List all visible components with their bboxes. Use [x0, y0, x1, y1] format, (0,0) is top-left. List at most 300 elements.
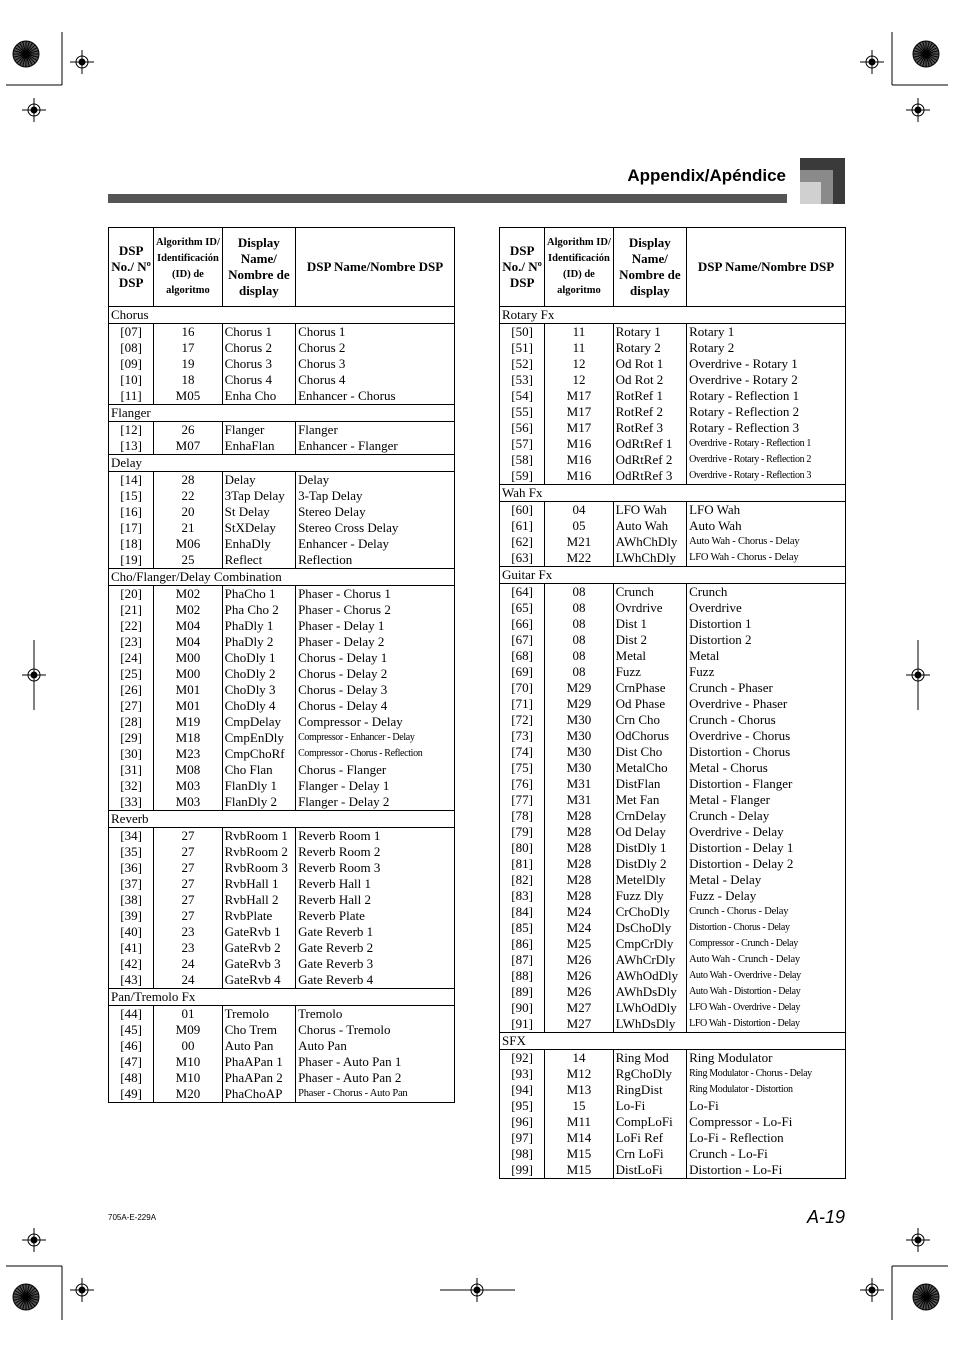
display-name: OdRtRef 1 — [613, 436, 686, 452]
table-row — [109, 472, 455, 489]
table-row — [500, 888, 846, 904]
algorithm-id: M01 — [154, 682, 222, 698]
dsp-name: Distortion - Delay 2 — [687, 856, 846, 872]
dsp-table-right — [499, 227, 846, 1179]
dsp-number: [81] — [500, 856, 545, 872]
table-row — [500, 600, 846, 616]
table-row — [109, 892, 455, 908]
dsp-name: Gate Reverb 4 — [296, 972, 455, 989]
algorithm-id: 15 — [545, 1098, 613, 1114]
registration-target — [28, 669, 40, 681]
dsp-number: [57] — [500, 436, 545, 452]
dsp-name: Overdrive - Rotary 2 — [687, 372, 846, 388]
dsp-name: Overdrive - Delay — [687, 824, 846, 840]
algorithm-id: M12 — [545, 1066, 613, 1082]
dsp-number: [25] — [109, 666, 154, 682]
dsp-number: [41] — [109, 940, 154, 956]
dsp-name: Compressor - Enhancer - Delay — [296, 730, 455, 746]
table-row — [500, 968, 846, 984]
crop-line — [926, 48, 937, 55]
table-row — [109, 372, 455, 388]
display-name: CrnPhase — [613, 680, 686, 696]
table-row — [500, 502, 846, 519]
dsp-name: Compressor - Crunch - Delay — [687, 936, 846, 952]
table-row — [500, 468, 846, 485]
crop-line — [915, 1297, 926, 1304]
dsp-name: Ring Modulator - Chorus - Delay — [687, 1066, 846, 1082]
dsp-name: LFO Wah - Overdrive - Delay — [687, 1000, 846, 1016]
display-name: GateRvb 3 — [222, 956, 295, 972]
color-wheel — [13, 41, 39, 67]
table-row — [109, 340, 455, 356]
dsp-number: [46] — [109, 1038, 154, 1054]
dsp-name: Phaser - Delay 2 — [296, 634, 455, 650]
registration-dot — [31, 107, 37, 113]
dsp-number: [94] — [500, 1082, 545, 1098]
dsp-number: [53] — [500, 372, 545, 388]
dsp-name: Distortion - Delay 1 — [687, 840, 846, 856]
dsp-name: Overdrive - Chorus — [687, 728, 846, 744]
crop-line — [926, 54, 935, 63]
crop-line — [26, 54, 35, 63]
display-name: Met Fan — [613, 792, 686, 808]
dsp-name: 3-Tap Delay — [296, 488, 455, 504]
display-name: 3Tap Delay — [222, 488, 295, 504]
algorithm-id: 22 — [154, 488, 222, 504]
display-name: Rotary 1 — [613, 324, 686, 341]
dsp-name: Metal — [687, 648, 846, 664]
algorithm-id: M00 — [154, 666, 222, 682]
table-row — [109, 388, 455, 405]
display-name: Tremolo — [222, 1006, 295, 1023]
group-row — [109, 989, 455, 1006]
crop-line — [913, 1294, 926, 1297]
registration-target — [866, 1284, 878, 1296]
dsp-number: [76] — [500, 776, 545, 792]
algorithm-id: M26 — [545, 952, 613, 968]
algorithm-id: 08 — [545, 600, 613, 616]
dsp-number: [31] — [109, 762, 154, 778]
crop-line — [923, 41, 926, 54]
dsp-number: [62] — [500, 534, 545, 550]
display-name: ChoDly 3 — [222, 682, 295, 698]
display-name: GateRvb 1 — [222, 924, 295, 940]
crop-line — [17, 1297, 26, 1306]
crop-line — [926, 1297, 937, 1304]
crop-line — [26, 1297, 29, 1310]
crop-line — [13, 1294, 26, 1297]
crop-line — [26, 1294, 39, 1297]
algorithm-id: M16 — [545, 468, 613, 485]
dsp-name: Rotary - Reflection 2 — [687, 404, 846, 420]
crop-line — [913, 51, 926, 54]
registration-target — [28, 104, 40, 116]
table-row — [500, 920, 846, 936]
dsp-number: [67] — [500, 632, 545, 648]
dsp-name: Chorus - Delay 3 — [296, 682, 455, 698]
dsp-number: [20] — [109, 586, 154, 603]
dsp-name: Stereo Delay — [296, 504, 455, 520]
crop-line — [920, 1286, 927, 1297]
group-title: Cho/Flanger/Delay Combination — [109, 569, 455, 586]
dsp-name: Enhancer - Chorus — [296, 388, 455, 405]
algorithm-id: 08 — [545, 648, 613, 664]
display-name: AWhCrDly — [613, 952, 686, 968]
algorithm-id: 17 — [154, 340, 222, 356]
dsp-number: [79] — [500, 824, 545, 840]
dsp-number: [60] — [500, 502, 545, 519]
group-row — [109, 569, 455, 586]
algorithm-id: M21 — [545, 534, 613, 550]
dsp-name: Ring Modulator — [687, 1050, 846, 1067]
dsp-name: Overdrive - Rotary 1 — [687, 356, 846, 372]
display-name: LWhOdDly — [613, 1000, 686, 1016]
col-header-algorithm-id: Algorithm ID/ Identificación (ID) de algoritmo — [545, 228, 613, 307]
table-row — [109, 698, 455, 714]
group-row — [109, 455, 455, 472]
crop-line — [26, 54, 39, 57]
table-row — [109, 682, 455, 698]
table-row — [500, 824, 846, 840]
dsp-name: Crunch - Chorus — [687, 712, 846, 728]
dsp-name: Rotary - Reflection 1 — [687, 388, 846, 404]
display-name: Auto Pan — [222, 1038, 295, 1054]
crop-line — [915, 1291, 926, 1298]
dsp-number: [40] — [109, 924, 154, 940]
dsp-number: [65] — [500, 600, 545, 616]
dsp-number: [16] — [109, 504, 154, 520]
crop-line — [915, 54, 926, 61]
display-name: Pha Cho 2 — [222, 602, 295, 618]
registration-dot — [474, 1287, 480, 1293]
table-row — [500, 632, 846, 648]
table-row — [109, 650, 455, 666]
dsp-name: Overdrive - Rotary - Reflection 1 — [687, 436, 846, 452]
algorithm-id: M14 — [545, 1130, 613, 1146]
crop-line — [26, 41, 29, 54]
algorithm-id: M02 — [154, 586, 222, 603]
registration-dot — [915, 1237, 921, 1243]
algorithm-id: 08 — [545, 584, 613, 601]
crop-line — [17, 45, 26, 54]
algorithm-id: M05 — [154, 388, 222, 405]
algorithm-id: 08 — [545, 616, 613, 632]
table-row — [109, 422, 455, 439]
dsp-name: Chorus 4 — [296, 372, 455, 388]
algorithm-id: M11 — [545, 1114, 613, 1130]
col-header-algorithm-id: Algorithm ID/ Identificación (ID) de algoritmo — [154, 228, 222, 307]
algorithm-id: 24 — [154, 956, 222, 972]
table-row — [500, 616, 846, 632]
display-name: Ring Mod — [613, 1050, 686, 1067]
dsp-name: Phaser - Chorus 2 — [296, 602, 455, 618]
dsp-number: [84] — [500, 904, 545, 920]
algorithm-id: M09 — [154, 1022, 222, 1038]
header-rule — [108, 194, 787, 203]
crop-line — [926, 1297, 929, 1310]
table-row — [109, 828, 455, 845]
dsp-name: Chorus - Delay 4 — [296, 698, 455, 714]
group-title: SFX — [500, 1033, 846, 1050]
table-row — [500, 712, 846, 728]
display-name: Cho Trem — [222, 1022, 295, 1038]
table-row — [500, 518, 846, 534]
dsp-name: Phaser - Auto Pan 2 — [296, 1070, 455, 1086]
table-row — [500, 744, 846, 760]
registration-dot — [915, 107, 921, 113]
dsp-number: [83] — [500, 888, 545, 904]
dsp-number: [61] — [500, 518, 545, 534]
display-name: RotRef 2 — [613, 404, 686, 420]
display-name: PhaDly 1 — [222, 618, 295, 634]
algorithm-id: M00 — [154, 650, 222, 666]
table-row — [109, 618, 455, 634]
algorithm-id: M30 — [545, 712, 613, 728]
dsp-number: [17] — [109, 520, 154, 536]
display-name: LWhChDly — [613, 550, 686, 567]
table-row — [109, 746, 455, 762]
algorithm-id: 05 — [545, 518, 613, 534]
dsp-number: [29] — [109, 730, 154, 746]
table-row — [500, 388, 846, 404]
algorithm-id: 23 — [154, 924, 222, 940]
display-name: CrChoDly — [613, 904, 686, 920]
dsp-name: Chorus - Delay 2 — [296, 666, 455, 682]
algorithm-id: 19 — [154, 356, 222, 372]
algorithm-id: M28 — [545, 824, 613, 840]
algorithm-id: M18 — [154, 730, 222, 746]
table-row — [500, 534, 846, 550]
registration-dot — [79, 59, 85, 65]
display-name: Chorus 2 — [222, 340, 295, 356]
display-name: Dist 2 — [613, 632, 686, 648]
algorithm-id: M04 — [154, 618, 222, 634]
algorithm-id: M28 — [545, 840, 613, 856]
color-wheel — [913, 1284, 939, 1310]
registration-dot — [869, 1287, 875, 1293]
table-row — [109, 876, 455, 892]
dsp-name: Crunch - Delay — [687, 808, 846, 824]
dsp-number: [13] — [109, 438, 154, 455]
dsp-number: [77] — [500, 792, 545, 808]
table-row — [500, 936, 846, 952]
table-row — [500, 436, 846, 452]
group-row — [500, 567, 846, 584]
table-row — [109, 762, 455, 778]
group-row — [500, 1033, 846, 1050]
registration-dot — [79, 1287, 85, 1293]
crop-line — [923, 1297, 926, 1310]
dsp-number: [50] — [500, 324, 545, 341]
dsp-name: Gate Reverb 3 — [296, 956, 455, 972]
display-name: CompLoFi — [613, 1114, 686, 1130]
algorithm-id: 00 — [154, 1038, 222, 1054]
display-name: RvbRoom 2 — [222, 844, 295, 860]
registration-dot — [869, 59, 875, 65]
display-name: CrnDelay — [613, 808, 686, 824]
algorithm-id: 21 — [154, 520, 222, 536]
table-row — [500, 808, 846, 824]
display-name: Metal — [613, 648, 686, 664]
display-name: AWhChDly — [613, 534, 686, 550]
algorithm-id: M28 — [545, 872, 613, 888]
display-name: St Delay — [222, 504, 295, 520]
table-row — [500, 1082, 846, 1098]
algorithm-id: M27 — [545, 1000, 613, 1016]
dsp-number: [28] — [109, 714, 154, 730]
table-row — [500, 356, 846, 372]
registration-dot — [31, 672, 37, 678]
dsp-name: Ring Modulator - Distortion — [687, 1082, 846, 1098]
group-title: Delay — [109, 455, 455, 472]
algorithm-id: 01 — [154, 1006, 222, 1023]
registration-target — [471, 1284, 483, 1296]
dsp-name: Auto Wah - Distortion - Delay — [687, 984, 846, 1000]
display-name: AWhDsDly — [613, 984, 686, 1000]
dsp-name: Enhancer - Flanger — [296, 438, 455, 455]
crop-line — [926, 43, 933, 54]
crop-line — [926, 1291, 937, 1298]
display-name: LoFi Ref — [613, 1130, 686, 1146]
display-name: RvbHall 2 — [222, 892, 295, 908]
algorithm-id: M10 — [154, 1054, 222, 1070]
dsp-name: Chorus - Flanger — [296, 762, 455, 778]
dsp-name: Gate Reverb 2 — [296, 940, 455, 956]
dsp-number: [58] — [500, 452, 545, 468]
table-row — [500, 1146, 846, 1162]
dsp-number: [33] — [109, 794, 154, 811]
dsp-number: [19] — [109, 552, 154, 569]
dsp-number: [14] — [109, 472, 154, 489]
crop-line — [26, 1297, 39, 1300]
dsp-name: LFO Wah - Distortion - Delay — [687, 1016, 846, 1033]
algorithm-id: M17 — [545, 420, 613, 436]
table-row — [500, 324, 846, 341]
display-name: Flanger — [222, 422, 295, 439]
display-name: RvbHall 1 — [222, 876, 295, 892]
crop-line — [26, 1291, 37, 1298]
crop-line — [26, 1297, 37, 1304]
display-name: EnhaFlan — [222, 438, 295, 455]
algorithm-id: 27 — [154, 860, 222, 876]
dsp-name: Chorus - Tremolo — [296, 1022, 455, 1038]
table-row — [109, 730, 455, 746]
dsp-number: [98] — [500, 1146, 545, 1162]
group-row — [500, 307, 846, 324]
dsp-number: [97] — [500, 1130, 545, 1146]
display-name: CmpChoRf — [222, 746, 295, 762]
crop-line — [23, 1284, 26, 1297]
dsp-name: Rotary - Reflection 3 — [687, 420, 846, 436]
crop-line — [26, 1297, 35, 1306]
dsp-number: [73] — [500, 728, 545, 744]
display-name: Chorus 1 — [222, 324, 295, 341]
algorithm-id: 20 — [154, 504, 222, 520]
dsp-number: [23] — [109, 634, 154, 650]
display-name: PhaDly 2 — [222, 634, 295, 650]
display-name: Auto Wah — [613, 518, 686, 534]
algorithm-id: M28 — [545, 808, 613, 824]
algorithm-id: 14 — [545, 1050, 613, 1067]
algorithm-id: M17 — [545, 404, 613, 420]
display-name: OdChorus — [613, 728, 686, 744]
algorithm-id: 24 — [154, 972, 222, 989]
display-name: RgChoDly — [613, 1066, 686, 1082]
display-name: RotRef 1 — [613, 388, 686, 404]
crop-line — [926, 54, 929, 67]
algorithm-id: M20 — [154, 1086, 222, 1103]
color-wheel — [913, 41, 939, 67]
dsp-name: LFO Wah - Chorus - Delay — [687, 550, 846, 567]
display-name: PhaAPan 1 — [222, 1054, 295, 1070]
dsp-number: [52] — [500, 356, 545, 372]
dsp-name: Compressor - Delay — [296, 714, 455, 730]
dsp-number: [38] — [109, 892, 154, 908]
crop-line — [926, 1294, 939, 1297]
algorithm-id: 23 — [154, 940, 222, 956]
dsp-number: [48] — [109, 1070, 154, 1086]
crop-line — [17, 54, 26, 63]
crop-line — [926, 1284, 929, 1297]
crop-line — [15, 54, 26, 61]
display-name: CmpDelay — [222, 714, 295, 730]
table-row — [109, 940, 455, 956]
dsp-number: [99] — [500, 1162, 545, 1179]
algorithm-id: 08 — [545, 632, 613, 648]
dsp-number: [85] — [500, 920, 545, 936]
dsp-number: [55] — [500, 404, 545, 420]
table-row — [109, 1038, 455, 1054]
table-row — [109, 1022, 455, 1038]
table-row — [109, 714, 455, 730]
dsp-name: Metal - Delay — [687, 872, 846, 888]
algorithm-id: M30 — [545, 744, 613, 760]
dsp-name: Distortion - Lo-Fi — [687, 1162, 846, 1179]
dsp-number: [80] — [500, 840, 545, 856]
dsp-number: [30] — [109, 746, 154, 762]
display-name: GateRvb 4 — [222, 972, 295, 989]
dsp-name: Chorus 1 — [296, 324, 455, 341]
algorithm-id: 27 — [154, 876, 222, 892]
dsp-name: Delay — [296, 472, 455, 489]
dsp-name: Auto Wah - Crunch - Delay — [687, 952, 846, 968]
table-row — [109, 844, 455, 860]
dsp-name: LFO Wah — [687, 502, 846, 519]
dsp-number: [22] — [109, 618, 154, 634]
table-row — [500, 420, 846, 436]
dsp-number: [08] — [109, 340, 154, 356]
dsp-name: Lo-Fi — [687, 1098, 846, 1114]
dsp-number: [82] — [500, 872, 545, 888]
crop-line — [26, 54, 33, 65]
dsp-number: [90] — [500, 1000, 545, 1016]
table-row — [500, 728, 846, 744]
dsp-number: [96] — [500, 1114, 545, 1130]
display-name: MetelDly — [613, 872, 686, 888]
dsp-number: [70] — [500, 680, 545, 696]
crop-line — [917, 54, 926, 63]
algorithm-id: M26 — [545, 984, 613, 1000]
algorithm-id: 28 — [154, 472, 222, 489]
group-title: Chorus — [109, 307, 455, 324]
crop-line — [26, 1284, 29, 1297]
crop-line — [926, 1288, 935, 1297]
crop-line — [917, 1288, 926, 1297]
table-row — [500, 840, 846, 856]
page-number: A-19 — [806, 1207, 845, 1227]
algorithm-id: 18 — [154, 372, 222, 388]
col-header-dsp-name: DSP Name/Nombre DSP — [687, 228, 846, 307]
